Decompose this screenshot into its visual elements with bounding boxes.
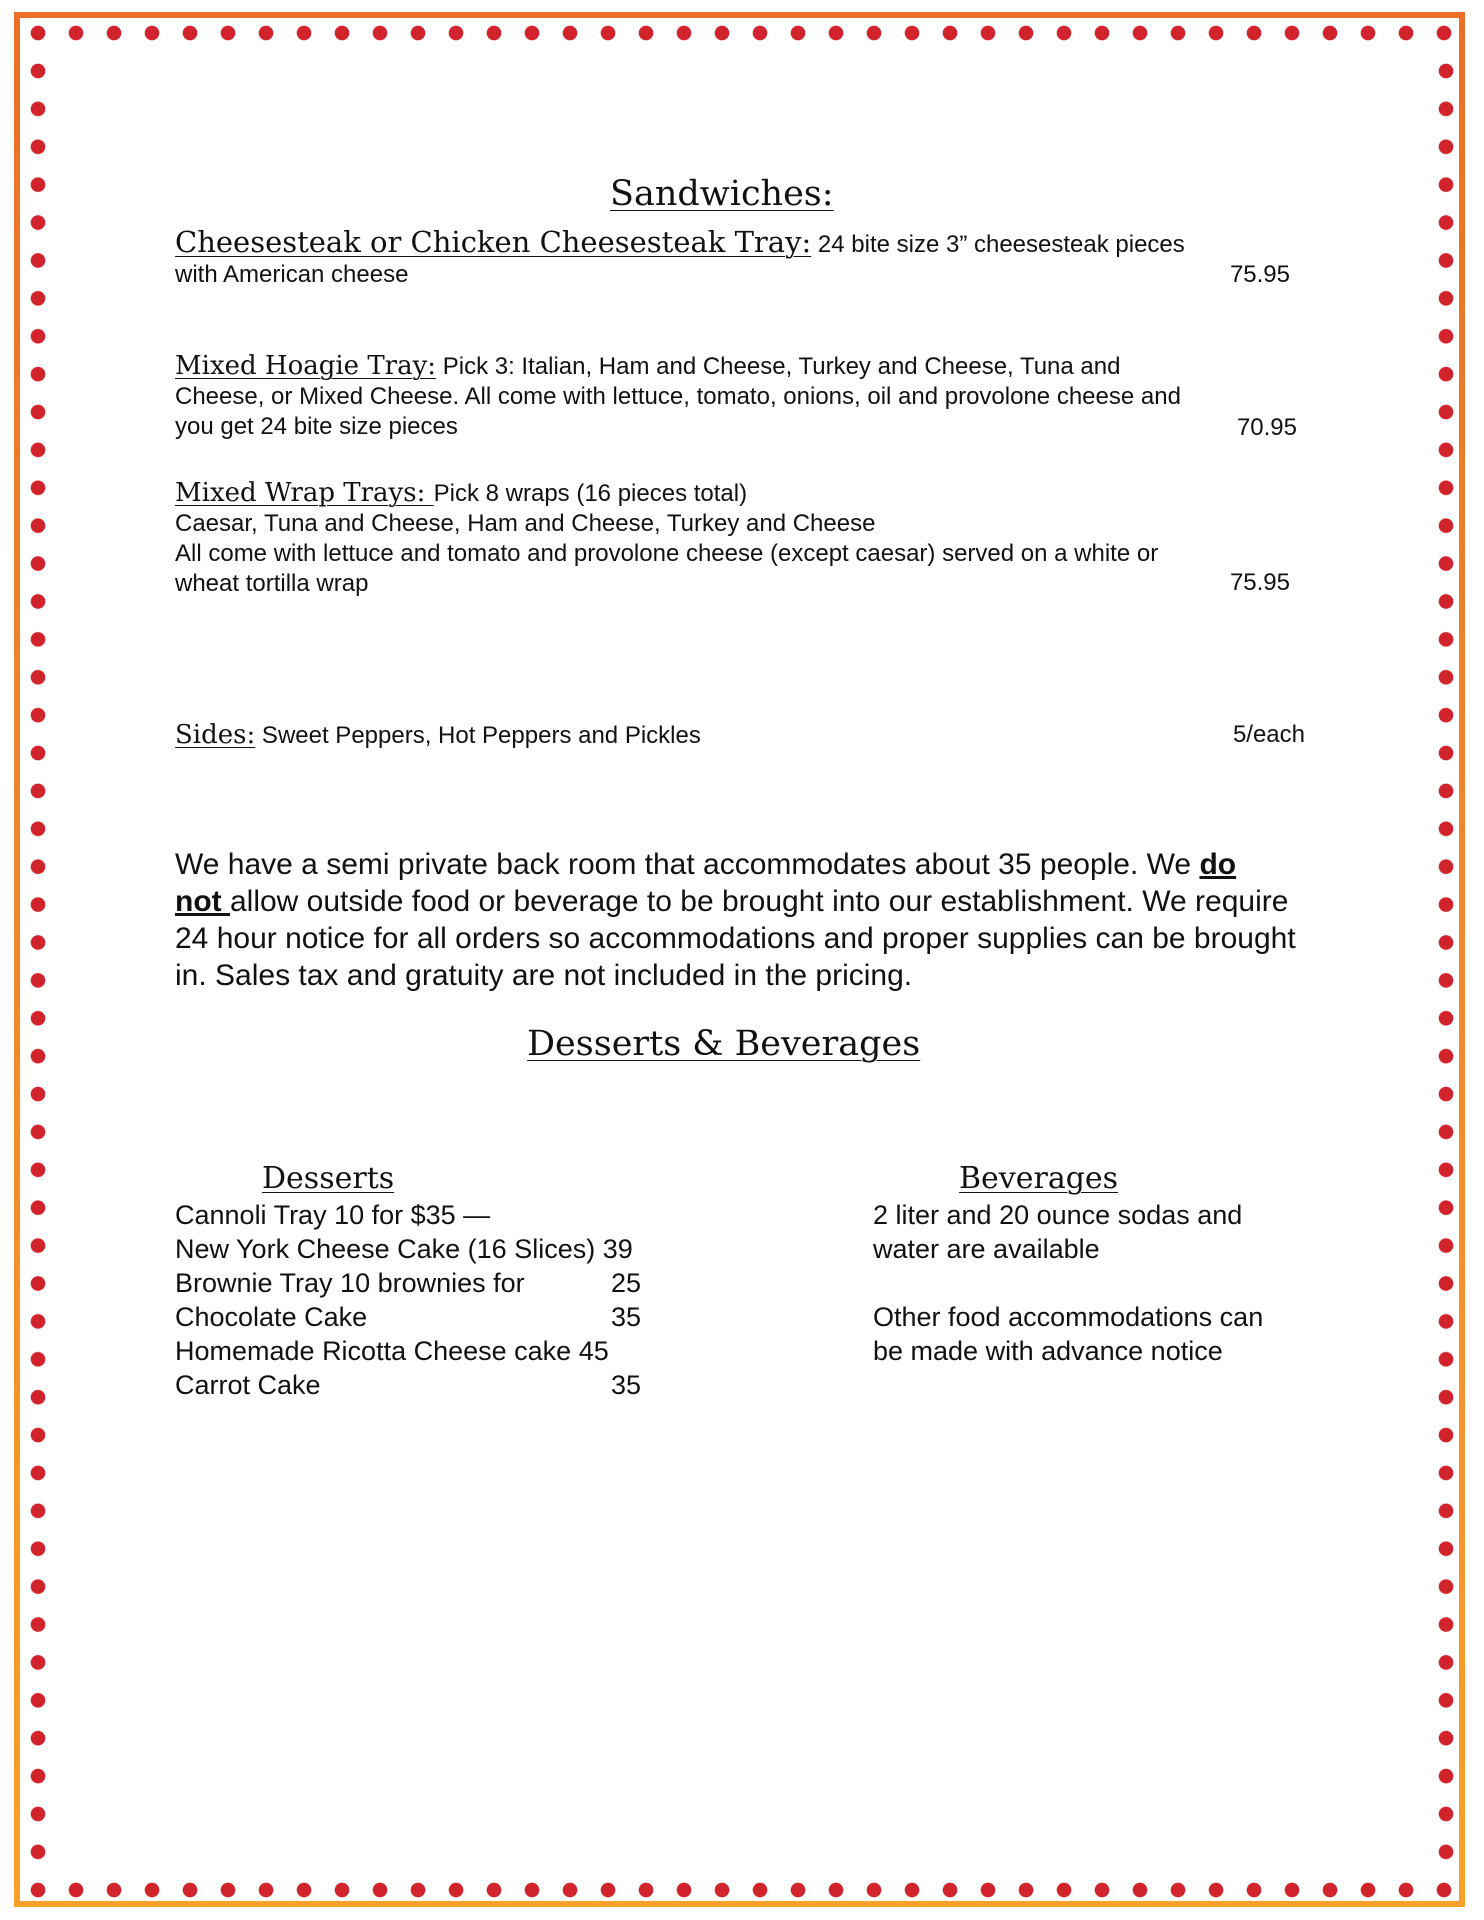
desserts-heading: Desserts [262,1161,395,1196]
item-desc-line: Cheese, or Mixed Cheese. All come with lettuce, tomato, onions, oil and provolone cheese and [175,383,1181,410]
item-name: Mixed Wrap Trays: [175,478,434,508]
beverages-text: Other food accommodations can [873,1302,1264,1332]
dessert-price: 35 [611,1302,642,1332]
list-item [175,1198,735,1232]
beverages-text: 2 liter and 20 ounce sodas and [873,1200,1243,1230]
notice-text: allow outside food or beverage to be brought into our establishment. We require 24 hour notice for all orders so accommodations and proper supplies can be brought in. Sales tax and gratuity are not included in the pricing. [175,885,1296,992]
notice-emphasis-do: do [1199,848,1237,881]
list-item [175,1368,735,1402]
bottom-dot-row [30,1882,1454,1898]
dessert-name: Chocolate Cake [175,1302,368,1332]
beverages-text: water are available [873,1234,1100,1264]
dessert-price: 25 [611,1268,642,1298]
item-desc: Sweet Peppers, Hot Peppers and Pickles [255,722,701,749]
dessert-name: Homemade Ricotta Cheese cake 45 [175,1336,609,1366]
item-desc-line: Caesar, Tuna and Cheese, Ham and Cheese, Turkey and Cheese [175,510,876,537]
item-name: Mixed Hoagie Tray: [175,351,437,381]
item-price: 75.95 [1229,569,1290,596]
dessert-name: Brownie Tray 10 brownies for [175,1268,525,1298]
beverages-heading: Beverages [959,1161,1119,1196]
notice-emphasis-not: not [175,885,230,918]
list-item [175,1266,735,1300]
left-dot-column [30,63,46,1878]
item-desc: Pick 3: Italian, Ham and Cheese, Turkey and Cheese, Tuna and [436,353,1121,380]
item-desc: 24 bite size 3” cheesesteak pieces [811,231,1185,258]
dessert-name: Carrot Cake [175,1370,321,1400]
menu-item-sides [175,720,1305,751]
list-item [175,1232,735,1266]
menu-item-mixed-hoagie [175,351,1305,442]
item-name: Cheesesteak or Chicken Cheesesteak Tray: [175,225,812,259]
item-desc-line: All come with lettuce and tomato and provolone cheese (except caesar) served on a white or [175,540,1159,567]
desserts-beverages-title: Desserts & Beverages [527,1024,921,1064]
dessert-price: 35 [611,1370,642,1400]
item-desc-line: wheat tortilla wrap [175,570,369,597]
menu-item-mixed-wrap [175,478,1305,599]
notice-text: We have a semi private back room that accommodates about 35 people. We [175,848,1200,881]
list-item [175,1334,735,1368]
beverages-text: be made with advance notice [873,1336,1223,1366]
right-dot-column [1438,63,1454,1878]
menu-item-cheesesteak [175,227,1305,290]
item-desc-line: you get 24 bite size pieces [175,413,458,440]
sandwiches-title: Sandwiches: [610,174,834,214]
item-desc: Pick 8 wraps (16 pieces total) [433,480,748,507]
desserts-column [175,1162,735,1402]
notice-paragraph [175,846,1315,994]
dessert-name: New York Cheese Cake (16 Slices) 39 [175,1234,633,1264]
item-desc-line: with American cheese [175,261,409,288]
item-price: 75.95 [1229,261,1290,288]
item-price: 5/each [1232,721,1305,748]
list-item [175,1300,735,1334]
beverages-column [873,1162,1333,1368]
dessert-name: Cannoli Tray 10 for $35 — [175,1200,491,1230]
item-name: Sides: [175,720,256,750]
item-price: 70.95 [1236,414,1297,441]
top-dot-row [30,25,1454,41]
